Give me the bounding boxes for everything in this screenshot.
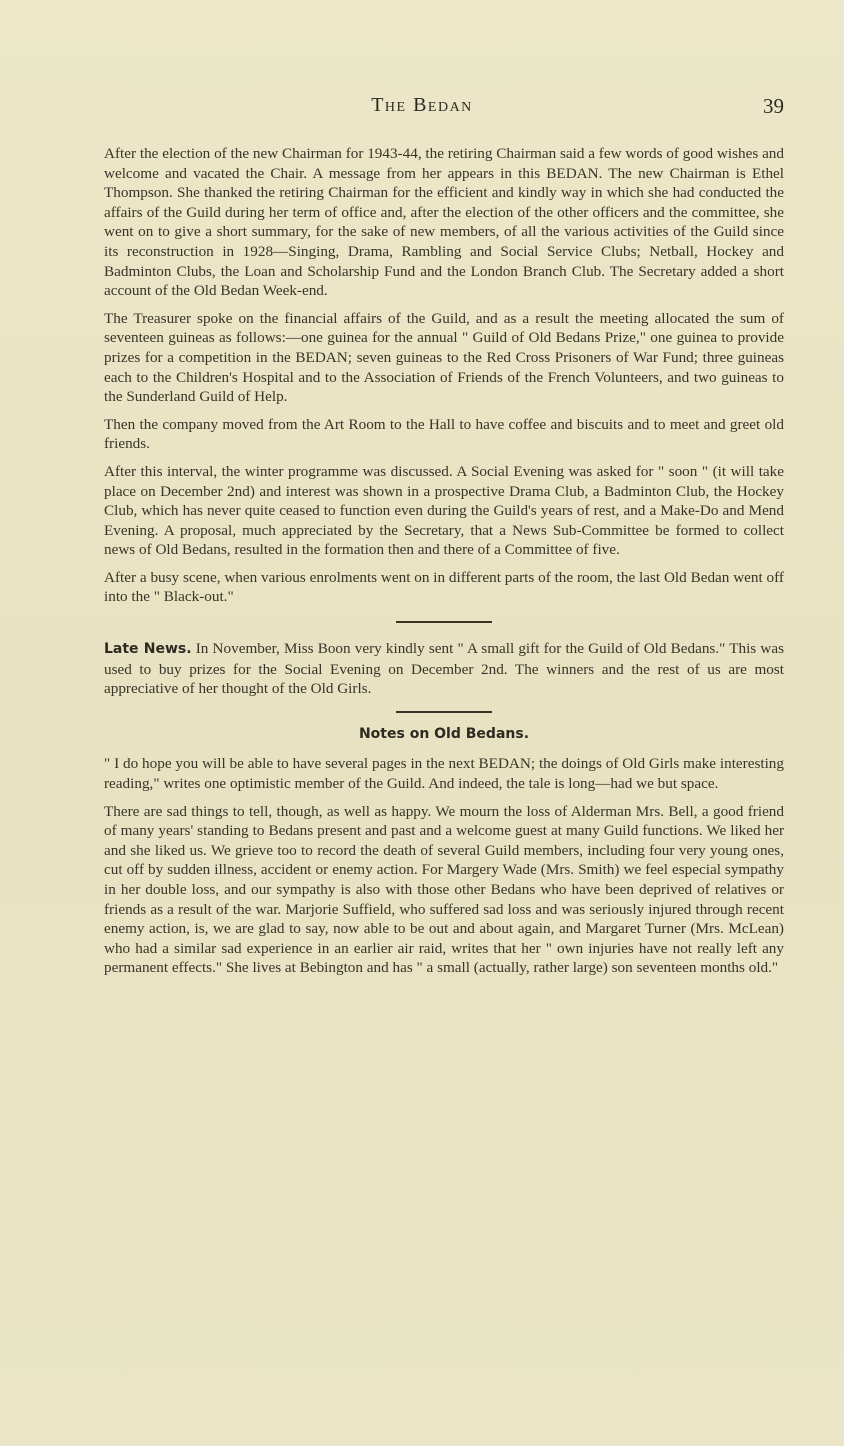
paragraph-text: After this interval, the winter programme was discussed. A Social Evening was asked for " soon " (it will take place on December 2nd) and interest was shown in a prospective Drama Club, a Badminton Club, the Hockey Club, which has never quite ceased to function even during the Guild's years of rest, and a Make-Do and Mend Evening. A proposal, much appreciated by the Secretary, that a News Sub-Committee be formed to collect news of Old Bedans, resulted in the formation then and there of a Committee of five. <box>104 462 784 559</box>
page-header <box>0 94 844 124</box>
paragraph <box>104 462 784 560</box>
paragraph <box>104 415 784 454</box>
section-heading: Notes on Old Bedans. <box>358 725 530 742</box>
paragraph <box>104 568 784 607</box>
paragraph <box>104 754 784 793</box>
section-divider <box>104 621 784 623</box>
paragraph-text: " I do hope you will be able to have several pages in the next BEDAN; the doings of Old Girls make interesting reading," writes one optimistic member of the Guild. And indeed, the tale is long—had we but space. <box>104 755 784 793</box>
late-news-text: In November, Miss Boon very kindly sent " A small gift for the Guild of Old Bedans." This was used to buy prizes for the Social Evening on December 2nd. The winners and the rest of us are most appreciative of her thought of the Old Girls. <box>104 640 784 698</box>
late-news-label: Late News. <box>104 641 192 658</box>
paragraph-text: There are sad things to tell, though, as well as happy. We mourn the loss of Alderman Mrs. Bell, a good friend of many years' standing to Bedans present and past and a welcome guest at many Guild functions. We liked her and she liked us. We grieve too to record the death of several Guild members, including four very young ones, cut off by sudden illness, accident or enemy action. For Margery Wade (Mrs. Smith) we feel especial sympathy in her double loss, and our sympathy is also with those other Bedans who have been deprived of relatives or friends as a result of the war. Marjorie Suffield, who suffered sad loss and was seriously injured through recent enemy action, is, we are glad to say, now able to be out and about again, and Margaret Turner (Mrs. McLean) who had a similar sad experience in an earlier air raid, writes that her " own injuries have not really left any permanent effects." She lives at Bebington and has " a small (actually, rather large) son seventeen months old." <box>104 802 784 977</box>
paragraph <box>104 309 784 407</box>
paragraph <box>104 802 784 978</box>
article-body <box>104 144 784 986</box>
section-divider <box>104 711 784 713</box>
divider-rule <box>396 711 492 713</box>
running-title: The Bedan <box>371 94 473 116</box>
paragraph <box>104 144 784 301</box>
late-news-paragraph <box>104 639 784 699</box>
paragraph-text: After a busy scene, when various enrolments went on in different parts of the room, the last Old Bedan went off into the " Black-out." <box>104 568 784 606</box>
paragraph-text: Then the company moved from the Art Room to the Hall to have coffee and biscuits and to meet and greet old friends. <box>104 415 784 453</box>
paragraph-text: After the election of the new Chairman for 1943-44, the retiring Chairman said a few words of good wishes and welcome and vacated the Chair. A message from her appears in this BEDAN. The new Chairman is Ethel Thompson. She thanked the retiring Chairman for the efficient and kindly way in which she had conducted the affairs of the Guild during her term of office and, after the election of the other officers and the committee, she went on to give a short summary, for the sake of new members, of all the various activities of the Guild since its reconstruction in 1928—Singing, Drama, Rambling and Social Service Clubs; Netball, Hockey and Badminton Clubs, the Loan and Scholarship Fund and the London Branch Club. The Secretary added a short account of the Old Bedan Week-end. <box>104 145 784 300</box>
paragraph-text: The Treasurer spoke on the financial affairs of the Guild, and as a result the meeting allocated the sum of seventeen guineas as follows:—one guinea for the annual " Guild of Old Bedans Prize," one guinea to provide prizes for a competition in the BEDAN; seven guineas to the Red Cross Prisoners of War Fund; three guineas each to the Children's Hospital and to the Association of Friends of the French Volunteers, and two guineas to the Sunderland Guild of Help. <box>104 309 784 406</box>
page-number: 39 <box>763 94 784 118</box>
divider-rule <box>396 621 492 623</box>
